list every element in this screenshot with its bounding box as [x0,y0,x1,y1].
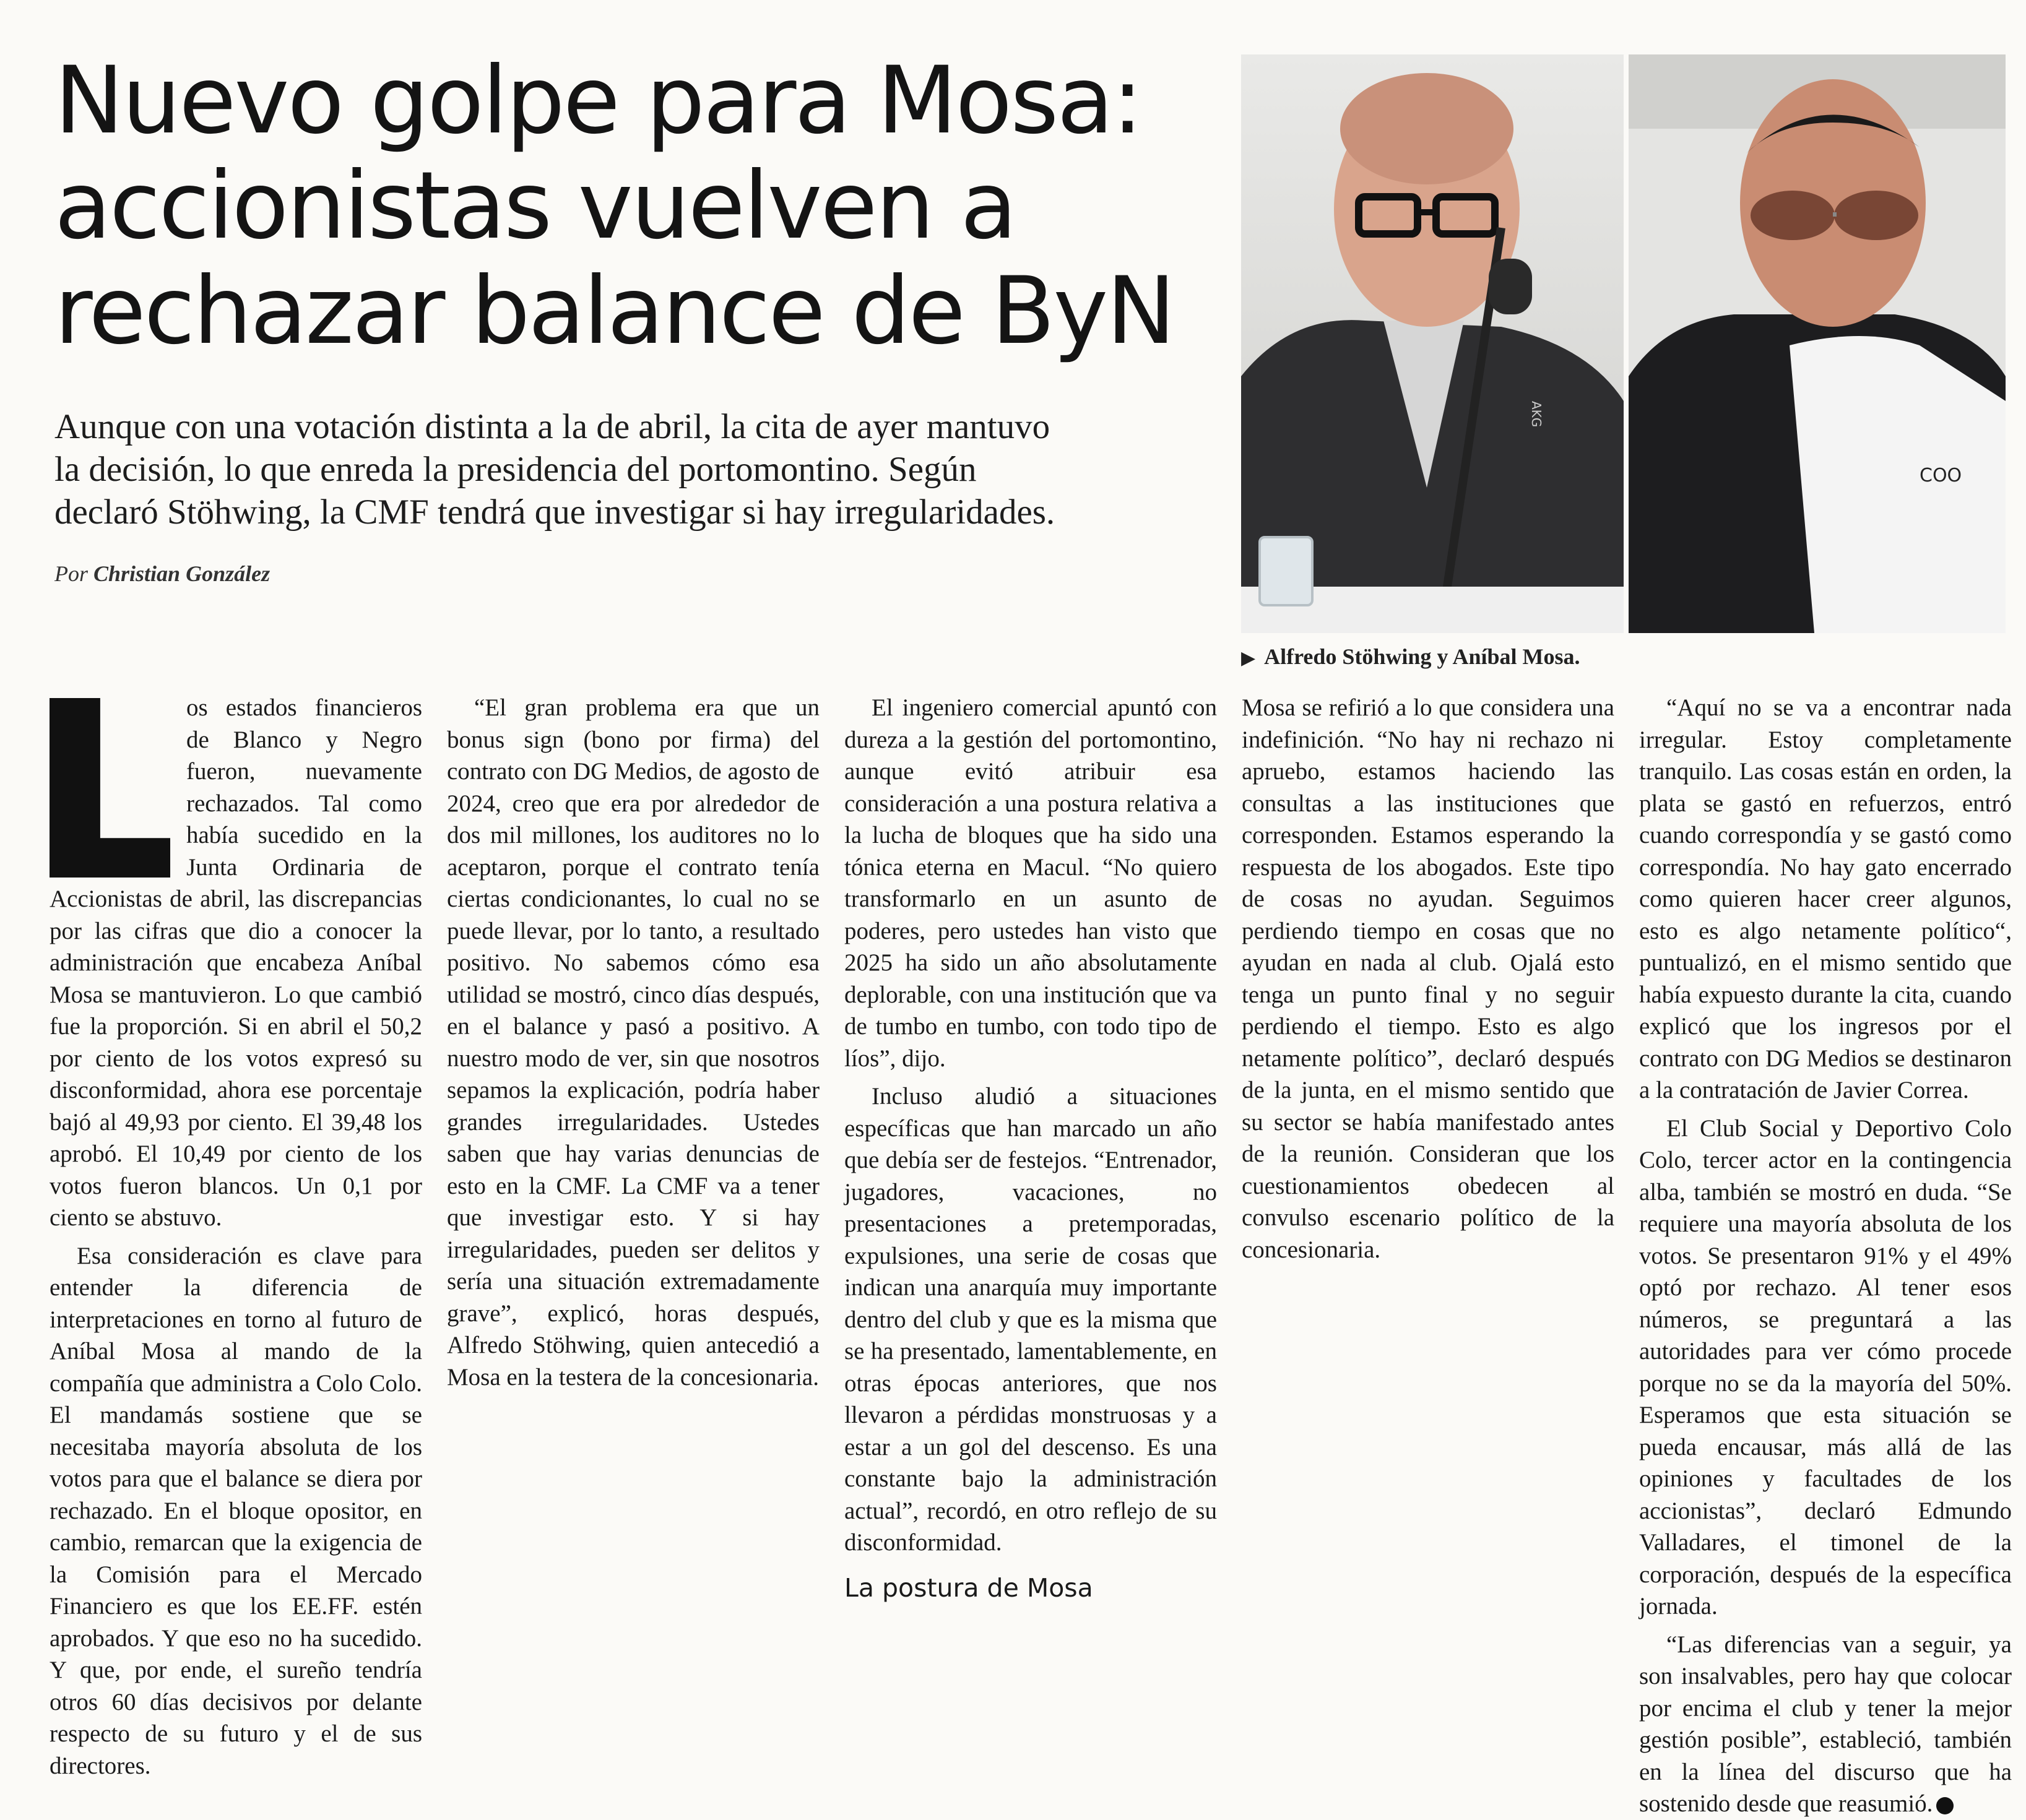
paragraph-3: “El gran problema era que un bonus sign (bono por firma) del contrato con DG Medios, de agosto de 2024, creo que era por alrededor de dos mil millones, los auditores no lo aceptaron, porque el contrato tenía ciertas condicionantes, lo cual no se puede llevar, por lo tanto, a resultado positivo. No sabemos cómo esa utilidad se mostró, cinco días después, en el balance y pasó a positivo. A nuestro modo de ver, sin que nosotros sepamos la explicación, podría haber grandes irregularidades. Ustedes saben que hay varias denuncias de esto en la CMF. La CMF va a tener que investigar esto. Y si hay irregularidades, pueden ser delitos y sería una situación extremadamente grave”, explicó, horas después, Alfredo Stöhwing, quien antecedió a Mosa en la testera de la concesionaria. [447,694,820,1391]
headline-line-2: accionistas vuelven a [54,152,1016,260]
deck-line-1: Aunque con una votación distinta a la de abril, la cita de ayer mantuvo [54,407,1050,446]
paragraph-9-text: “Las diferencias van a seguir, ya son insalvables, pero hay que colocar por encima el club y tener la mejor gestión posible”, estableció, también en la línea del discurso que ha sostenido desde que reasumió. [1639,1631,2012,1817]
photo-anibal-mosa [1629,54,2006,633]
paragraph-9 [1639,1629,2012,1820]
headline-line-3: rechazar balance de ByN [54,257,1174,365]
column-3 [844,692,1217,1645]
photo-group [1241,54,2006,633]
subhead-la-postura-de-mosa: La postura de Mosa [844,1572,1093,1603]
deck-line-3: declaró Stöhwing, la CMF tendrá que investigar si hay irregularidades. [54,493,1055,532]
column-2 [447,692,820,1645]
photo-speaker-illustration [1241,54,1624,633]
column-5 [1639,692,2012,1817]
article-body [50,692,2012,1817]
caption-text: Alfredo Stöhwing y Aníbal Mosa. [1264,644,1580,669]
shirt-text: COO [1920,465,1962,486]
paragraph-6: Mosa se refirió a lo que considera una indefinición. “No hay ni rechazo ni apruebo, estamos haciendo las consultas a las instituciones que corresponden. Estamos esperando la respuesta de los abogados. Este tipo de cosas no ayudan. Seguimos perdiendo tiempo en cosas que no ayudan en nada al club. Ojalá esto tenga un punto final y no seguir perdiendo el tiempo. Esto es algo netamente político”, declaró después de la junta, en el mismo sentido que su sector se había manifestado antes de la reunión. Consideran que los cuestionamientos obedecen al convulso escenario político de la concesionaria. [1242,694,1614,1263]
byline-prefix: Por [54,561,88,586]
byline [54,561,270,587]
paragraph-1: os estados financieros de Blanco y Negro fueron, nuevamente rechazados. Tal como había sucedido en la Junta Ordinaria de Accionistas de abril, las discrepancias por las cifras que dio a conocer la administración que encabeza Aníbal Mosa se mantuvieron. Lo que cambió fue la proporción. Si en abril el 50,2 por ciento de los votos expresó su disconformidad, ahora ese porcentaje bajó al 49,93 por ciento. El 39,48 los aprobó. El 10,49 por ciento de los votos fueron blancos. Un 0,1 por ciento se abstuvo. [50,694,422,1231]
paragraph-8: El Club Social y Deportivo Colo Colo, tercer actor en la contingencia alba, también se mostró en duda. “Se requiere una mayoría absoluta de los votos. Se presentaron 91% y el 49% optó por rechazo. Al tener esos números, se preguntará a las autoridades para ver cómo procede porque no se da la mayoría del 50%. Esperamos que esta situación se pueda encausar, más allá de las opiniones y facultades de los accionistas”, declaró Edmundo Valladares, el timonel de la corporación, después de la específica jornada. [1639,1115,2012,1619]
caption-triangle-icon: ▶ [1241,648,1256,668]
mic-label-text: AKG [1529,401,1544,428]
column-4 [1242,692,1614,1645]
paragraph-5: Incluso aludió a situaciones específicas que han marcado un año que debía ser de festejos. “Entrenador, jugadores, vacaciones, no presentaciones a pretemporadas, expulsiones, una serie de cosas que indican una anarquía muy importante dentro del club y que es la misma que se ha presentado, lamentablemente, en otras épocas anteriores, que nos llevaron a pérdidas monstruosas y a estar a un gol del descenso. Es una constante bajo la administración actual”, recordó, en otro reflejo de su disconformidad. [844,1083,1217,1556]
paragraph-2: Esa consideración es clave para entender la diferencia de interpretaciones en torno al futuro de Aníbal Mosa al mando de la compañía que administra a Colo Colo. El mandamás sostiene que se necesitaba mayoría absoluta de los votos para que el balance se diera por rechazado. En el bloque opositor, en cambio, remarcan que la exigencia de la Comisión para el Mercado Financiero es que los EE.FF. estén aprobados. Y que eso no ha sucedido. Y que, por ende, el sureño tendría otros 60 días decisivos por delante respecto de su futuro y el de sus directores. [50,1242,422,1779]
paragraph-7: “Aquí no se va a encontrar nada irregular. Estoy completamente tranquilo. Las cosas están en orden, la plata se gastó en refuerzos, entró cuando correspondía y se gastó como correspondía. No hay gato encerrado como quieren hacer creer algunos, esto es algo netamente político“, puntualizó, en el mismo sentido que había expuesto durante la cita, cuando explicó que los ingresos por el contrato con DG Medios se destinaron a la contratación de Javier Correa. [1639,694,2012,1103]
headline-line-1: Nuevo golpe para Mosa: [54,47,1141,155]
photo-alfredo-stohwing [1241,54,1624,633]
deck [54,405,1231,533]
byline-author: Christian González [93,561,271,586]
paragraph-4: El ingeniero comercial apuntó con dureza a la gestión del portomontino, aunque evitó atribuir esa consideración a una postura relativa a la lucha de bloques que ha sido una tónica eterna en Macul. “No quiero transformarlo en un asunto de poderes, pero ustedes han visto que 2025 ha sido un año absolutamente deplorable, con una institución que va de tumbo en tumbo, con todo tipo de líos”, dijo. [844,694,1217,1072]
photo-caption [1241,644,1580,670]
photo-man-sunglasses-illustration [1629,54,2006,633]
headline [54,48,1231,364]
column-1 [50,692,422,1779]
deck-line-2: la decisión, lo que enreda la presidencia del portomontino. Según [54,450,977,489]
end-mark-icon [1936,1797,1954,1814]
